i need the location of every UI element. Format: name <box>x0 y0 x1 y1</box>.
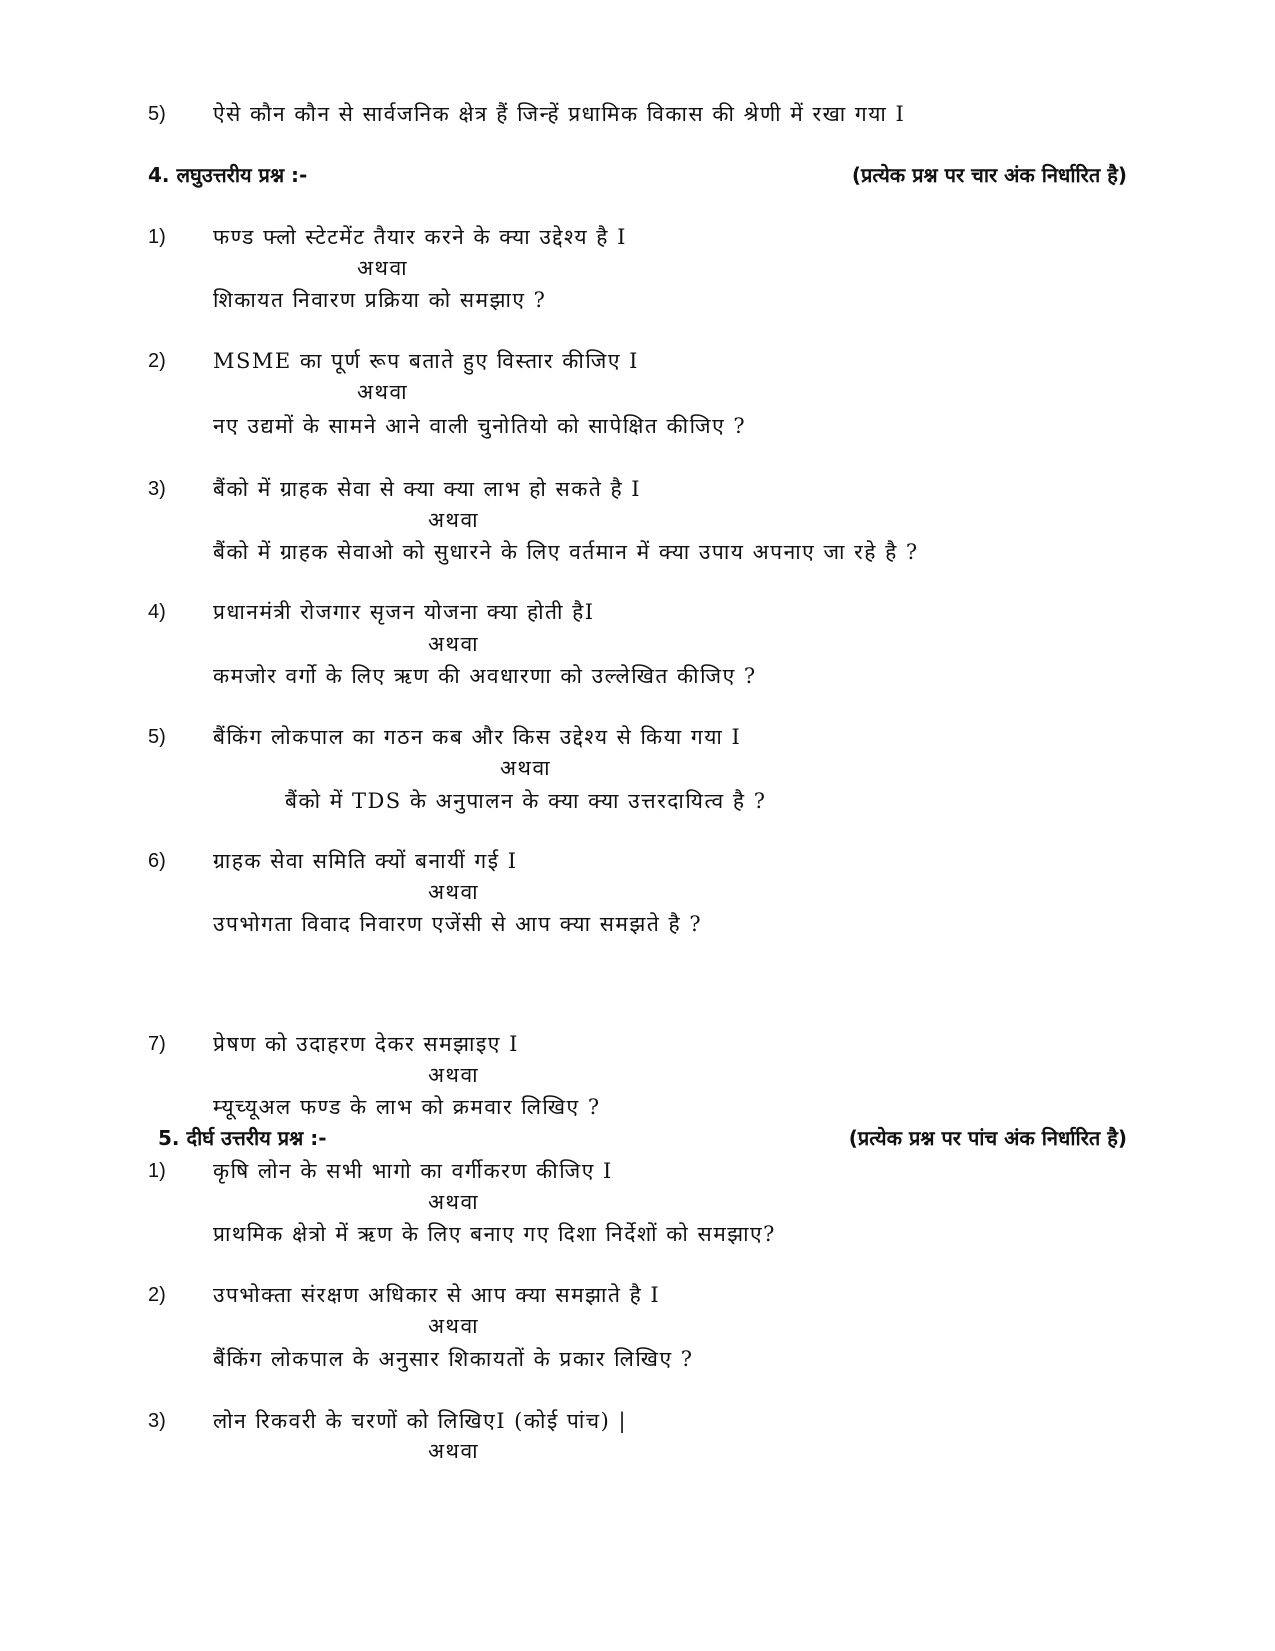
alternate-question-text: म्यूच्यूअल फण्ड के लाभ को क्रमवार लिखिए ? <box>213 1095 601 1119</box>
question-text: MSME का पूर्ण रूप बताते हुए विस्तार कीजिए I <box>213 349 639 373</box>
alternate-question-text: शिकायत निवारण प्रक्रिया को समझाए ? <box>213 288 547 312</box>
or-label: अथवा <box>357 256 409 280</box>
or-label: अथवा <box>428 632 480 656</box>
or-label: अथवा <box>428 1063 480 1087</box>
or-label: अथवा <box>428 1190 480 1214</box>
question-text: कृषि लोन के सभी भागो का वर्गीकरण कीजिए I <box>213 1159 613 1183</box>
alternate-question-text: उपभोगता विवाद निवारण एजेंसी से आप क्या समझते है ? <box>213 912 703 936</box>
section-4-marks: (प्रत्येक प्रश्न पर चार अंक निर्धारित है) <box>851 163 1127 187</box>
or-label: अथवा <box>428 1439 480 1463</box>
question-number: 2) <box>148 1284 166 1306</box>
question-number: 3) <box>148 1410 166 1432</box>
section-5-title: 5. दीर्घ उत्तरीय प्रश्न :- <box>158 1126 327 1150</box>
question-number: 1) <box>148 1160 166 1182</box>
question-text: फण्ड फ्लो स्टेटमेंट तैयार करने के क्या उद्देश्य है I <box>213 225 627 249</box>
question-text: बैंको में ग्राहक सेवा से क्या क्या लाभ हो सकते है I <box>213 477 642 501</box>
section-5-marks: (प्रत्येक प्रश्न पर पांच अंक निर्धारित है) <box>848 1126 1127 1150</box>
or-label: अथवा <box>357 380 409 404</box>
alternate-question-text: बैंको में TDS के अनुपालन के क्या क्या उत्तरदायित्व है ? <box>285 789 767 813</box>
question-text: ऐसे कौन कौन से सार्वजनिक क्षेत्र हैं जिन्हें प्रधामिक विकास की श्रेणी में रखा गया I <box>213 102 906 126</box>
question-number: 1) <box>148 226 166 248</box>
alternate-question-text: नए उद्यमों के सामने आने वाली चुनोतियो को सापेक्षित कीजिए ? <box>213 414 747 438</box>
question-text: प्रधानमंत्री रोजगार सृजन योजना क्या होती हैI <box>213 600 595 624</box>
question-number: 7) <box>148 1033 166 1055</box>
or-label: अथवा <box>428 880 480 904</box>
question-text: बैंकिंग लोकपाल का गठन कब और किस उद्देश्य से किया गया I <box>213 725 742 749</box>
question-number: 3) <box>148 478 166 500</box>
question-number: 4) <box>148 601 166 623</box>
question-number: 2) <box>148 350 166 372</box>
question-text: प्रेषण को उदाहरण देकर समझाइए I <box>213 1032 519 1056</box>
question-text: लोन रिकवरी के चरणों को लिखिएI (कोई पांच) | <box>213 1409 628 1433</box>
or-label: अथवा <box>428 508 480 532</box>
question-number: 5) <box>148 726 166 748</box>
alternate-question-text: कमजोर वर्गो के लिए ऋण की अवधारणा को उल्लेखित कीजिए ? <box>213 664 757 688</box>
question-number: 6) <box>148 850 166 872</box>
question-text: उपभोक्ता संरक्षण अधिकार से आप क्या समझाते है I <box>213 1283 661 1307</box>
alternate-question-text: प्राथमिक क्षेत्रो में ऋण के लिए बनाए गए दिशा निर्देशों को समझाए? <box>213 1222 776 1246</box>
or-label: अथवा <box>500 756 552 780</box>
or-label: अथवा <box>428 1314 480 1338</box>
alternate-question-text: बैंको में ग्राहक सेवाओ को सुधारने के लिए वर्तमान में क्या उपाय अपनाए जा रहे है ? <box>213 540 919 564</box>
alternate-question-text: बैंकिंग लोकपाल के अनुसार शिकायतों के प्रकार लिखिए ? <box>213 1347 694 1371</box>
question-text: ग्राहक सेवा समिति क्यों बनायीं गई I <box>213 849 518 873</box>
question-number: 5) <box>148 103 166 125</box>
section-4-title: 4. लघुउत्तरीय प्रश्न :- <box>148 163 308 187</box>
